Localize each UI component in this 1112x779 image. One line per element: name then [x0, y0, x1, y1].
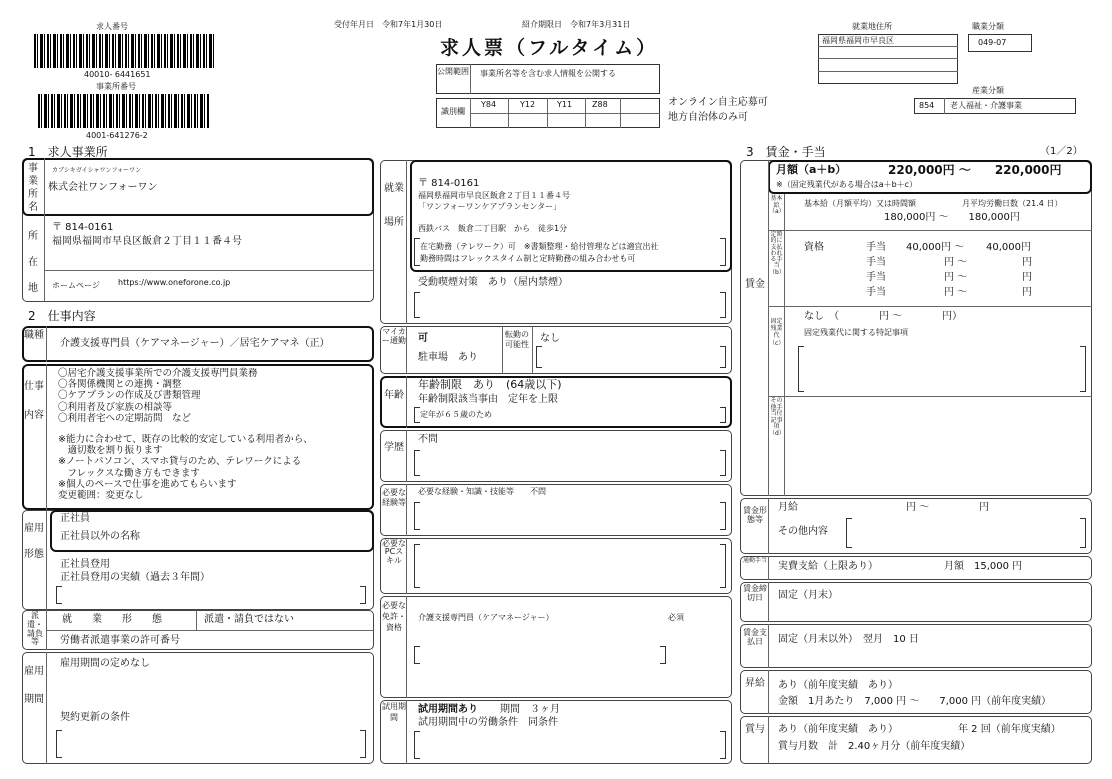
chingin-panel	[740, 160, 1092, 496]
telework-1: 在宅勤務（テレワーク）可 ※書類整理・給付管理などは適宜出社	[420, 242, 659, 251]
getsugaku-note: ※（固定残業代がある場合はa＋b＋c）	[776, 180, 918, 189]
teate-name-0: 資格	[804, 242, 824, 253]
kyoka-no: 労働者派遣事業の許可番号	[60, 635, 180, 646]
koyo-keitai: 正社員	[60, 513, 90, 524]
shokugyo-code: 049-07	[978, 38, 1007, 47]
code-1: Y12	[520, 100, 536, 109]
nenrei-note: 定年が６５歳のため	[420, 410, 492, 419]
menkyo-panel	[380, 596, 732, 698]
teate-to-0: 40,000円	[986, 242, 1031, 253]
keiken: 必要な経験・知識・技能等 不問	[418, 487, 546, 496]
code-2: Y11	[557, 100, 573, 109]
basho-address: 福岡県福岡市早良区飯倉２丁目１１番４号	[418, 191, 570, 200]
homepage-url[interactable]: https://www.oneforone.co.jp	[118, 278, 231, 287]
naiyo-line	[58, 424, 313, 434]
keitai-label: 賃金形態等	[743, 506, 767, 525]
kihon-label: 基本給（a）	[769, 195, 785, 216]
shozai-label: 所在地	[28, 231, 38, 294]
shokai-date: 紹介期限日 令和7年3月31日	[522, 20, 631, 29]
toyo: 正社員登用	[60, 559, 110, 570]
section3-title: 3 賃金・手当	[746, 145, 826, 159]
shiharai-label: 賃金支払日	[743, 628, 767, 647]
shime-panel	[740, 582, 1092, 622]
mycar-label: マイカー通勤	[382, 327, 406, 345]
online-apply-local: 地方自治体のみ可	[668, 112, 748, 123]
shiyo-joken: 試用期間中の労働条件 同条件	[418, 717, 558, 728]
kotei-note: 固定残業代に関する特記事項	[804, 328, 908, 337]
teate-from-1: 円 〜	[944, 257, 968, 268]
shokyu: あり（前年度実績 あり）	[778, 680, 898, 691]
naiyo-line: 〇ケアプランの作成及び書類管理	[58, 390, 201, 402]
shugyo-basho: 福岡県福岡市早良区	[822, 36, 894, 45]
koukai-label: 公開範囲	[437, 67, 469, 76]
teate-label-1: 手当	[866, 257, 886, 268]
shiharai-panel	[740, 624, 1092, 668]
code-3: Z88	[592, 100, 608, 109]
online-apply: オンライン自主応募可	[668, 97, 768, 108]
keiken-label: 必要な経験等	[382, 488, 406, 508]
teate-to-1: 円	[1022, 257, 1032, 268]
sonota-naiyo: その他内容	[778, 526, 828, 537]
shugyo-keitai-label: 就 業 形 態	[62, 614, 162, 625]
section2-title: 2 仕事内容	[28, 309, 96, 323]
naiyo-line: 〇居宅介護支援事業所での介護支援専門員業務	[58, 368, 258, 379]
kyujin-no-label: 求人番号	[96, 22, 128, 31]
kyujin-barcode	[34, 34, 216, 68]
naiyo-line: 〇利用者宅への定期訪問 など	[58, 412, 192, 424]
teigaku-label: 定額的に支払われる手当（b）	[769, 231, 785, 276]
kyujin-no: 40010- 6441651	[84, 70, 151, 79]
shokugyo-label: 職業分類	[972, 22, 1004, 31]
menkyo: 介護支援専門員（ケアマネージャー）	[418, 613, 554, 622]
naiyo-line: 〇利用者及び家族の相談等	[58, 401, 173, 413]
shokushu-label: 職種	[24, 330, 44, 341]
teate-label-2: 手当	[866, 272, 886, 283]
shigoto-naiyo-list	[58, 368, 313, 501]
toyo-jisseki: 正社員登用の実績（過去３年間）	[60, 572, 210, 583]
naiyo-line: フレックスな働き方もできます	[58, 467, 200, 479]
shiharai: 固定（月末以外） 翌月 10 日	[778, 634, 919, 645]
code-0: Y84	[481, 100, 497, 109]
gekkyu-value: 円 〜 円	[906, 502, 990, 513]
shoyo-times: 年 2 回（前年度実績）	[958, 724, 1061, 735]
koyo-kikan: 雇用期間の定めなし	[60, 658, 150, 669]
naiyo-line: ※個人のペースで仕事を進めてもらいます	[58, 478, 237, 490]
haken-label: 派遣・請負等	[27, 611, 43, 647]
koukai-text: 事業所名等を含む求人情報を公開する	[480, 69, 616, 78]
shiyo-label: 試用期間	[382, 702, 406, 722]
nenrei: 年齢制限 あり (64歳以下)	[418, 378, 562, 391]
tsukin: 実費支給（上限あり）	[778, 561, 878, 572]
teate-to-3: 円	[1022, 287, 1032, 298]
shoyo-label: 賞与	[745, 724, 765, 735]
jigyosho-label: 事業所名	[28, 163, 38, 213]
gakureki: 不問	[418, 434, 438, 445]
shikibetsu-label: 識別欄	[441, 107, 465, 116]
shokyu-value: 金額 1月あたり 7,000 円 〜 7,000 円（前年度実績）	[778, 696, 1052, 707]
tsukin-value: 月額 15,000 円	[944, 561, 1023, 572]
shokyu-label: 昇給	[745, 678, 765, 689]
getsugaku-label: 月額（a＋b）	[776, 163, 847, 176]
kihon-value: 180,000円 〜 180,000円	[884, 212, 1020, 223]
jigyosho-barcode	[38, 94, 210, 128]
naiyo-label: 仕事内容	[24, 381, 44, 421]
getsugaku-value: 220,000円 〜 220,000円	[888, 163, 1062, 177]
menkyo-label: 必要な免許・資格	[382, 601, 406, 633]
shime-label: 賃金締切日	[743, 584, 767, 603]
naiyo-line: 〇各関係機関との連携・調整	[58, 379, 182, 391]
page-indicator: （1／2）	[1040, 146, 1083, 157]
naiyo-line: ※ノートパソコン、スマホ貸与のため、テレワークによる	[58, 456, 302, 468]
jigyosho-no-label: 事業所番号	[96, 82, 136, 91]
naiyo-line: 変更範囲：変更なし	[58, 490, 144, 502]
nenrei-jiyu: 年齢制限該当事由 定年を上限	[418, 394, 558, 405]
company-name: 株式会社ワンフォーワン	[48, 182, 158, 193]
sangyo-code: 854	[919, 101, 935, 110]
koyo-label: 雇用形態	[24, 523, 44, 560]
rodo-nissu: 月平均労働日数（21.4 日）	[962, 199, 1063, 208]
section1-title: 1 求人事業所	[28, 145, 108, 159]
company-address: 福岡県福岡市早良区飯倉２丁目１１番４号	[52, 236, 242, 247]
teate-from-3: 円 〜	[944, 287, 968, 298]
basho-label: 就業場所	[384, 183, 404, 228]
shiyo: 試用期間あり	[418, 704, 478, 715]
sangyo-label: 産業分類	[972, 86, 1004, 95]
jigyosho-no: 4001-641276-2	[86, 131, 148, 140]
furigana: カブシキガイシャワンフォーワン	[52, 167, 142, 174]
basho-zip: 〒 814-0161	[418, 178, 480, 189]
shiyo-kikan: 期間 ３ヶ月	[500, 704, 560, 715]
tenkin-label: 転勤の可能性	[505, 330, 529, 349]
sonota-teate-label: その他手当付記事項（d）	[769, 397, 785, 437]
page-title: 求人票（フルタイム）	[440, 37, 659, 59]
mycar: 可	[418, 333, 428, 344]
koshin-joken: 契約更新の条件	[60, 712, 130, 723]
teate-from-0: 40,000円 〜	[906, 242, 965, 253]
basho-access: 西鉄バス 飯倉二丁目駅 から 徒歩1分	[418, 224, 568, 233]
telework-2: 勤務時間はフレックスタイム制と定時勤務の組み合わせも可	[420, 254, 636, 263]
tsukin-label: 通勤手当	[742, 557, 767, 564]
kikan-label: 雇用期間	[24, 666, 44, 705]
sangyo-name: 老人福祉・介護事業	[950, 101, 1022, 110]
haken-value: 派遣・請負ではない	[204, 614, 294, 625]
teate-to-2: 円	[1022, 272, 1032, 283]
menkyo-hissu: 必須	[668, 613, 684, 622]
shoyo-value: 賞与月数 計 2.40ヶ月分（前年度実績）	[778, 741, 971, 752]
teate-label-0: 手当	[866, 242, 886, 253]
company-zip: 〒 814-0161	[52, 222, 114, 233]
pc-skill-label: 必要なPCスキル	[382, 539, 406, 565]
homepage-label: ホームページ	[52, 281, 100, 290]
naiyo-line: 適切数を割り振ります	[58, 445, 163, 457]
uketsuke-date: 受付年月日 令和7年1月30日	[334, 20, 443, 29]
kihon: 基本給（月額平均）又は時間額	[804, 199, 916, 208]
shoyo: あり（前年度実績 あり）	[778, 724, 898, 735]
kitsuen: 受動喫煙対策 あり（屋内禁煙）	[418, 277, 568, 288]
teate-from-2: 円 〜	[944, 272, 968, 283]
shime: 固定（月末）	[778, 590, 838, 601]
shokushu: 介護支援専門員（ケアマネージャー）／居宅ケアマネ（正）	[60, 338, 330, 349]
naiyo-line: ※能力に合わせて、既存の比較的安定している利用者から、	[58, 434, 313, 446]
koyo-other-name: 正社員以外の名称	[60, 531, 140, 542]
gekkyu: 月給	[778, 502, 798, 513]
chingin-label: 賃金	[745, 279, 765, 290]
teate-label-3: 手当	[866, 287, 886, 298]
basho-center: 「ワンフォーワンケアプランセンター」	[418, 202, 562, 211]
kotei: なし （ 円 〜 円）	[804, 311, 963, 322]
parking: 駐車場 あり	[418, 352, 478, 363]
kotei-label: 固定残業代（c）	[769, 318, 785, 347]
pc-skill-panel	[380, 538, 732, 594]
tenkin: なし	[540, 333, 560, 344]
shugyo-basho-label: 就業地住所	[852, 22, 892, 31]
gakureki-label: 学歴	[384, 442, 404, 453]
nenrei-label: 年齢	[384, 390, 404, 401]
